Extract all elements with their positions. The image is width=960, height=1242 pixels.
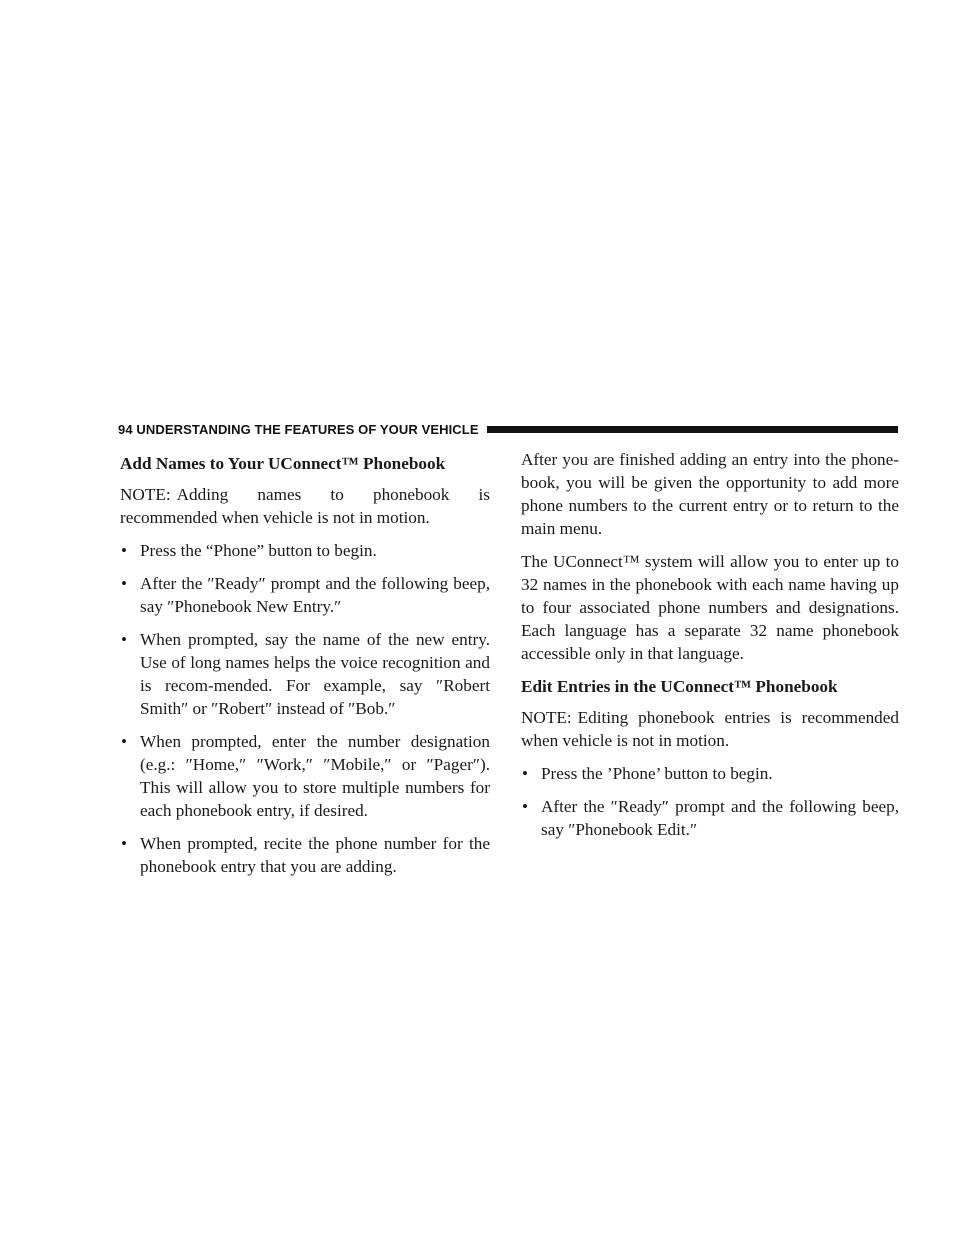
page-number: 94: [118, 421, 133, 437]
edit-entries-steps: [521, 762, 899, 841]
bullet-icon: •: [121, 834, 127, 853]
bullet-icon: •: [121, 574, 127, 593]
note-add-names: [120, 483, 490, 529]
bullet-icon: •: [121, 541, 127, 560]
running-header: [118, 421, 898, 437]
list-item: [120, 730, 490, 822]
right-column: [521, 448, 899, 851]
list-item-text: When prompted, recite the phone number for the phonebook entry that you are adding.: [140, 834, 490, 876]
note-text: Adding names to phonebook is recommended when vehicle is not in motion.: [120, 485, 490, 527]
bullet-icon: •: [121, 630, 127, 649]
list-item: [521, 762, 899, 785]
list-item: [120, 539, 490, 562]
left-column: [120, 448, 490, 888]
note-label: NOTE:: [120, 485, 171, 504]
header-text: [118, 422, 479, 437]
list-item-text: Press the “Phone” button to begin.: [140, 541, 377, 560]
section-heading-add-names: Add Names to Your UConnect™ Phonebook: [120, 454, 446, 473]
section-heading-edit-entries: Edit Entries in the UConnect™ Phonebook: [521, 677, 838, 696]
header-title: UNDERSTANDING THE FEATURES OF YOUR VEHICLE: [136, 421, 479, 437]
note-text: Editing phonebook entries is recommended when vehicle is not in motion.: [521, 708, 899, 750]
paragraph-capacity: The UConnect™ system will allow you to enter up to 32 names in the phonebook with each name having up to four associated phone numbers and designations. Each language has a separate 32 name phonebook accessible only in that language.: [521, 552, 899, 663]
list-item-text: After the ″Ready″ prompt and the following beep, say ″Phonebook Edit.″: [541, 797, 899, 839]
list-item: [120, 832, 490, 878]
list-item: [521, 795, 899, 841]
header-rule: [487, 426, 898, 433]
note-edit-entries: [521, 706, 899, 752]
note-label: NOTE:: [521, 708, 572, 727]
list-item-text: Press the ’Phone’ button to begin.: [541, 764, 773, 783]
list-item: [120, 628, 490, 720]
list-item-text: After the ″Ready″ prompt and the following beep, say ″Phonebook New Entry.″: [140, 574, 490, 616]
bullet-icon: •: [121, 732, 127, 751]
bullet-icon: •: [522, 764, 528, 783]
list-item: [120, 572, 490, 618]
add-names-steps: [120, 539, 490, 878]
bullet-icon: •: [522, 797, 528, 816]
list-item-text: When prompted, enter the number designation (e.g.: ″Home,″ ″Work,″ ″Mobile,″ or ″Pager″). This will allow you to store multiple numbers for each phonebook entry, if desired.: [140, 732, 490, 820]
paragraph-after-adding: After you are finished adding an entry into the phone-book, you will be given the opportunity to add more phone numbers to the current entry or to return to the main menu.: [521, 450, 899, 538]
list-item-text: When prompted, say the name of the new entry. Use of long names helps the voice recognition and is recom-mended. For example, say ″Robert Smith″ or ″Robert″ instead of ″Bob.″: [140, 630, 490, 718]
